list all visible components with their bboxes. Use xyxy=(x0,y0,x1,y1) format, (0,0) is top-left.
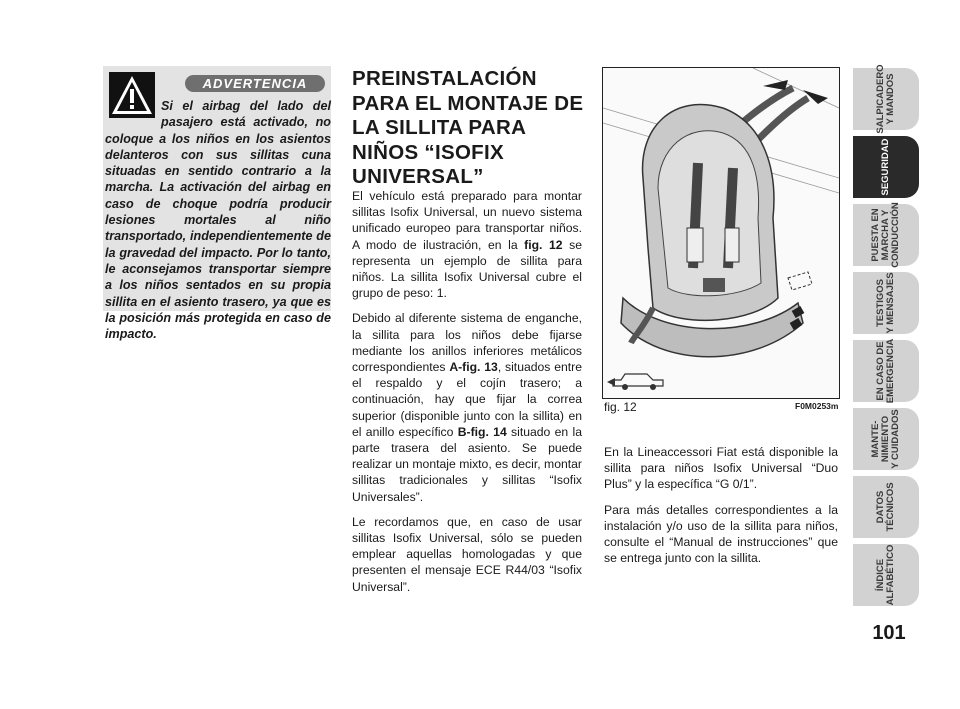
page-number: 101 xyxy=(872,622,906,644)
right-column-text xyxy=(604,444,838,575)
tab-datos-tecnicos[interactable]: DATOS TÉCNICOS xyxy=(853,476,919,538)
tab-puesta-en-marcha[interactable]: PUESTA EN MARCHA Y CONDUCCIÓN xyxy=(853,204,919,266)
paragraph-1: El vehículo está preparado para montar sillitas Isofix Universal, un nuevo sistema unificado europeo para transportar niños. A modo de ilustración, en la fig. 12 se representa un ejemplo de sillita para niños. La sillita Isofix Universal cubre el grupo de peso: 1. xyxy=(352,189,582,301)
tab-indice[interactable]: ÍNDICE ALFABÉTICO xyxy=(853,544,919,606)
figure-ref: fig. 12 xyxy=(524,237,563,252)
warning-label: ADVERTENCIA xyxy=(185,75,325,92)
tab-mantenimiento[interactable]: MANTE- NIMIENTO Y CUIDADOS xyxy=(853,408,919,470)
figure-ref: A-fig. 13 xyxy=(449,360,498,375)
tab-salpicadero[interactable]: SALPICADERO Y MANDOS xyxy=(853,68,919,130)
section-title: PREINSTALACIÓN PARA EL MONTAJE DE LA SILLITA PARA NIÑOS “ISOFIX UNIVERSAL” xyxy=(352,67,584,188)
right-paragraph-2: Para más detalles correspondientes a la instalación y/o uso de la sillita para niños, consulte el “Manual de instrucciones” que se entrega junto con la sillita. xyxy=(604,502,838,566)
child-seat-illustration xyxy=(602,67,840,399)
warning-box xyxy=(103,66,331,342)
body-text xyxy=(352,188,582,604)
tab-seguridad[interactable]: SEGURIDAD xyxy=(853,136,919,198)
tab-emergencia[interactable]: EN CASO DE EMERGENCIA xyxy=(853,340,919,402)
paragraph-3: Le recordamos que, en caso de usar sillitas Isofix Universal, sólo se pueden emplear aquellas homologadas y que presenten el mensaje ECE R44/03 “Isofix Universal”. xyxy=(352,514,582,594)
tab-testigos[interactable]: TESTIGOS Y MENSAJES xyxy=(853,272,919,334)
right-paragraph-1: En la Lineaccessori Fiat está disponible la sillita para niños Isofix Universal “Duo Plus” y la específica “G 0/1”. xyxy=(604,445,838,492)
figure-ref: B-fig. 14 xyxy=(457,424,507,439)
figure-code: F0M0253m xyxy=(795,401,839,411)
figure-caption: fig. 12 xyxy=(604,400,637,414)
warning-text: Si el airbag del lado del pasajero está activado, no coloque a los niños en los asientos delanteros con sus sillitas cuna situadas en sentido contrario a la marcha. La activación del airbag en caso de choque podría producir lesiones mortales al niño transportado, independientemente de la gravedad del impacto. Por lo tanto, le aconsejamos transportar siempre a los niños sentados en su propia sillita en el asiento trasero, ya que es la posición más protegida en caso de impacto. xyxy=(105,99,331,342)
paragraph-2: Debido al diferente sistema de enganche, la sillita para los niños debe fijarse mediante los anillos inferiores metálicos correspondientes A-fig. 13, situados entre el respaldo y el cojín trasero; a continuación, hay que fijar la correa superior (disponible junto con la sillita) en el anillo específico B-fig. 14 situado en la parte trasera del asiento. Se puede realizar un montaje mixto, es decir, montar sillitas tradicionales y sillitas “Isofix Universales”. xyxy=(352,311,582,504)
